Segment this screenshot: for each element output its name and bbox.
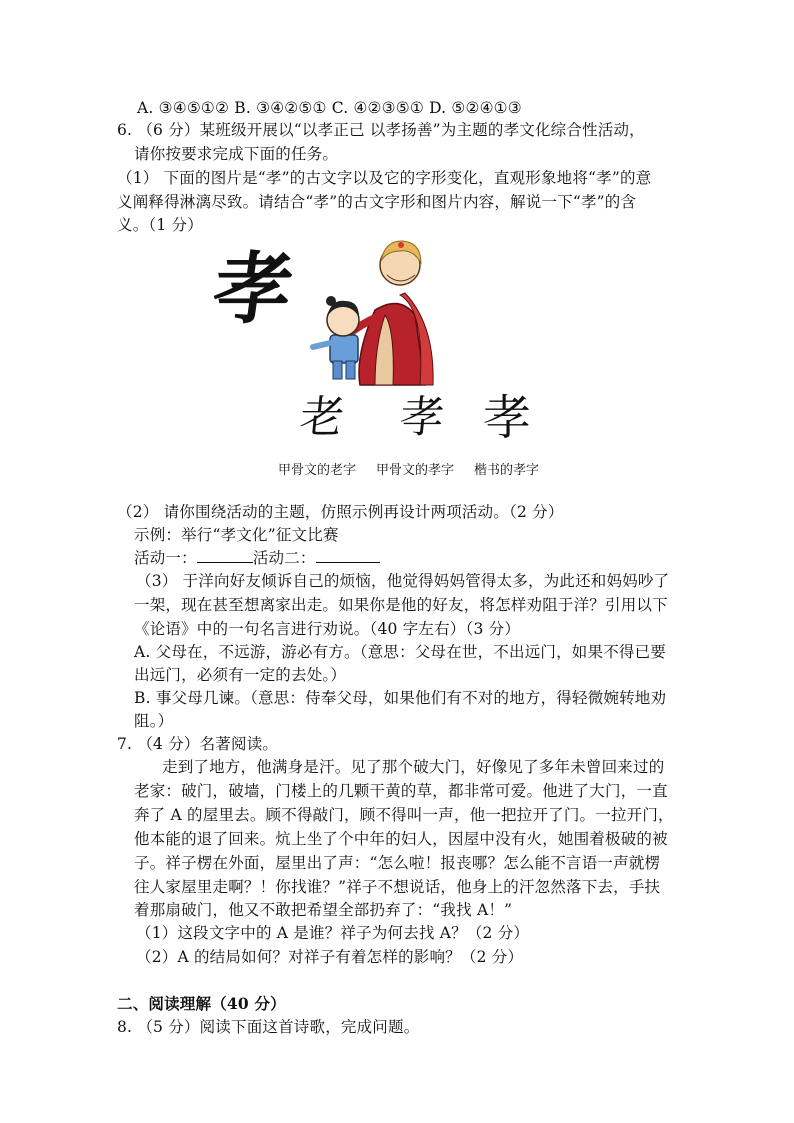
activity-two-blank[interactable] (316, 548, 380, 563)
oracle-xiao-glyph: 孝 (397, 392, 447, 443)
q6-example: 示例：举行“孝文化”征文比赛 (134, 526, 339, 544)
q7-passage-line3: 奔了 A 的屋里去。顾不得敲门，顾不得叫一声，他一把拉开了门。一拉开门， (134, 806, 674, 824)
q6-part1-line1: （1） 下面的图片是“孝”的古文字以及它的字形变化，直观形象地将“孝”的意 (117, 169, 652, 187)
caption-kaishu-xiao: 楷书的孝字 (474, 463, 540, 478)
activity-one-blank[interactable] (197, 548, 253, 563)
q8-stem: 8. （5 分）阅读下面这首诗歌，完成问题。 (117, 1018, 420, 1036)
q6-part3-line1: （3） 于洋向好友倾诉自己的烦恼，他觉得妈妈管得太多，为此还和妈妈吵了 (136, 572, 670, 590)
elder-and-child-illustration (305, 235, 505, 395)
q6-stem-line2: 请你按要求完成下面的任务。 (134, 145, 339, 163)
q6-option-b-line2: 阻。） (134, 712, 174, 730)
q7-passage-line1: 走到了地方，他满身是汗。见了那个破大门，好像见了多年未曾回来过的 (162, 758, 665, 776)
q7-sub1: （1）这段文字中的 A 是谁？祥子为何去找 A？（2 分） (136, 924, 530, 942)
q7-passage-line6: 往人家屋里走啊？！你找谁？”祥子不想说话，他身上的汗忽然落下去，手扶 (134, 878, 661, 896)
q6-option-a-line2: 出远门，必须有一定的去处。） (134, 666, 347, 684)
activity-two-label: 活动二： (252, 549, 316, 567)
q6-part1-line2: 义阐释得淋漓尽致。请结合“孝”的古文字形和图片内容，解说一下“孝”的含 (117, 193, 637, 211)
ancient-xiao-glyph: 孝 (207, 244, 299, 335)
q6-part3-line3: 《论语》中的一句名言进行劝说。（40 字左右）（3 分） (134, 620, 521, 638)
section-2-heading: 二、阅读理解（40 分） (117, 994, 286, 1013)
q7-passage-line5: 子。祥子楞在外面，屋里出了声：“怎么啦！报丧哪？怎么能不言语一声就楞 (134, 854, 661, 872)
xiao-figure (200, 235, 560, 485)
oracle-lao-glyph: 老 (297, 392, 347, 443)
q6-option-b-line1: B. 事父母几谏。（意思：侍奉父母，如果他们有不对的地方，得轻微婉转地劝 (134, 689, 667, 707)
q5-options: A. ③④⑤①② B. ③④②⑤① C. ④②③⑤① D. ⑤②④①③ (137, 99, 522, 117)
caption-oracle-lao: 甲骨文的老字 (278, 463, 357, 478)
caption-oracle-xiao: 甲骨文的孝字 (376, 463, 455, 478)
q6-part2-line1: （2） 请你围绕活动的主题，仿照示例再设计两项活动。（2 分） (117, 503, 564, 521)
q6-part3-line2: 一架，现在甚至想离家出走。如果你是他的好友，将怎样劝阻于洋？引用以下 (134, 596, 668, 614)
q7-passage-line4: 他本能的退了回来。炕上坐了个中年的妇人，因屋中没有火，她围着极破的被 (134, 830, 668, 848)
activity-one-label: 活动一： (134, 549, 197, 567)
q7-passage-line2: 老家：破门，破墙，门楼上的几颗干黄的草，都非常可爱。他进了大门，一直 (134, 782, 668, 800)
kaishu-xiao-glyph: 孝 (483, 390, 532, 446)
q7-passage-line7: 着那扇破门，他又不敢把希望全部扔弃了：“我找 A！” (134, 901, 513, 919)
q6-option-a-line1: A. 父母在，不远游，游必有方。（意思：父母在世，不出远门，如果不得已要 (134, 643, 666, 661)
q6-part1-line3: 义。（1 分） (117, 216, 203, 234)
q6-activities-line (134, 547, 380, 569)
q7-stem: 7. （4 分）名著阅读。 (117, 735, 279, 753)
q6-stem-line1: 6. （6 分）某班级开展以“以孝正己 以孝扬善”为主题的孝文化综合性活动， (117, 121, 645, 139)
q7-sub2: （2）A 的结局如何？对祥子有着怎样的影响？（2 分） (136, 948, 524, 966)
